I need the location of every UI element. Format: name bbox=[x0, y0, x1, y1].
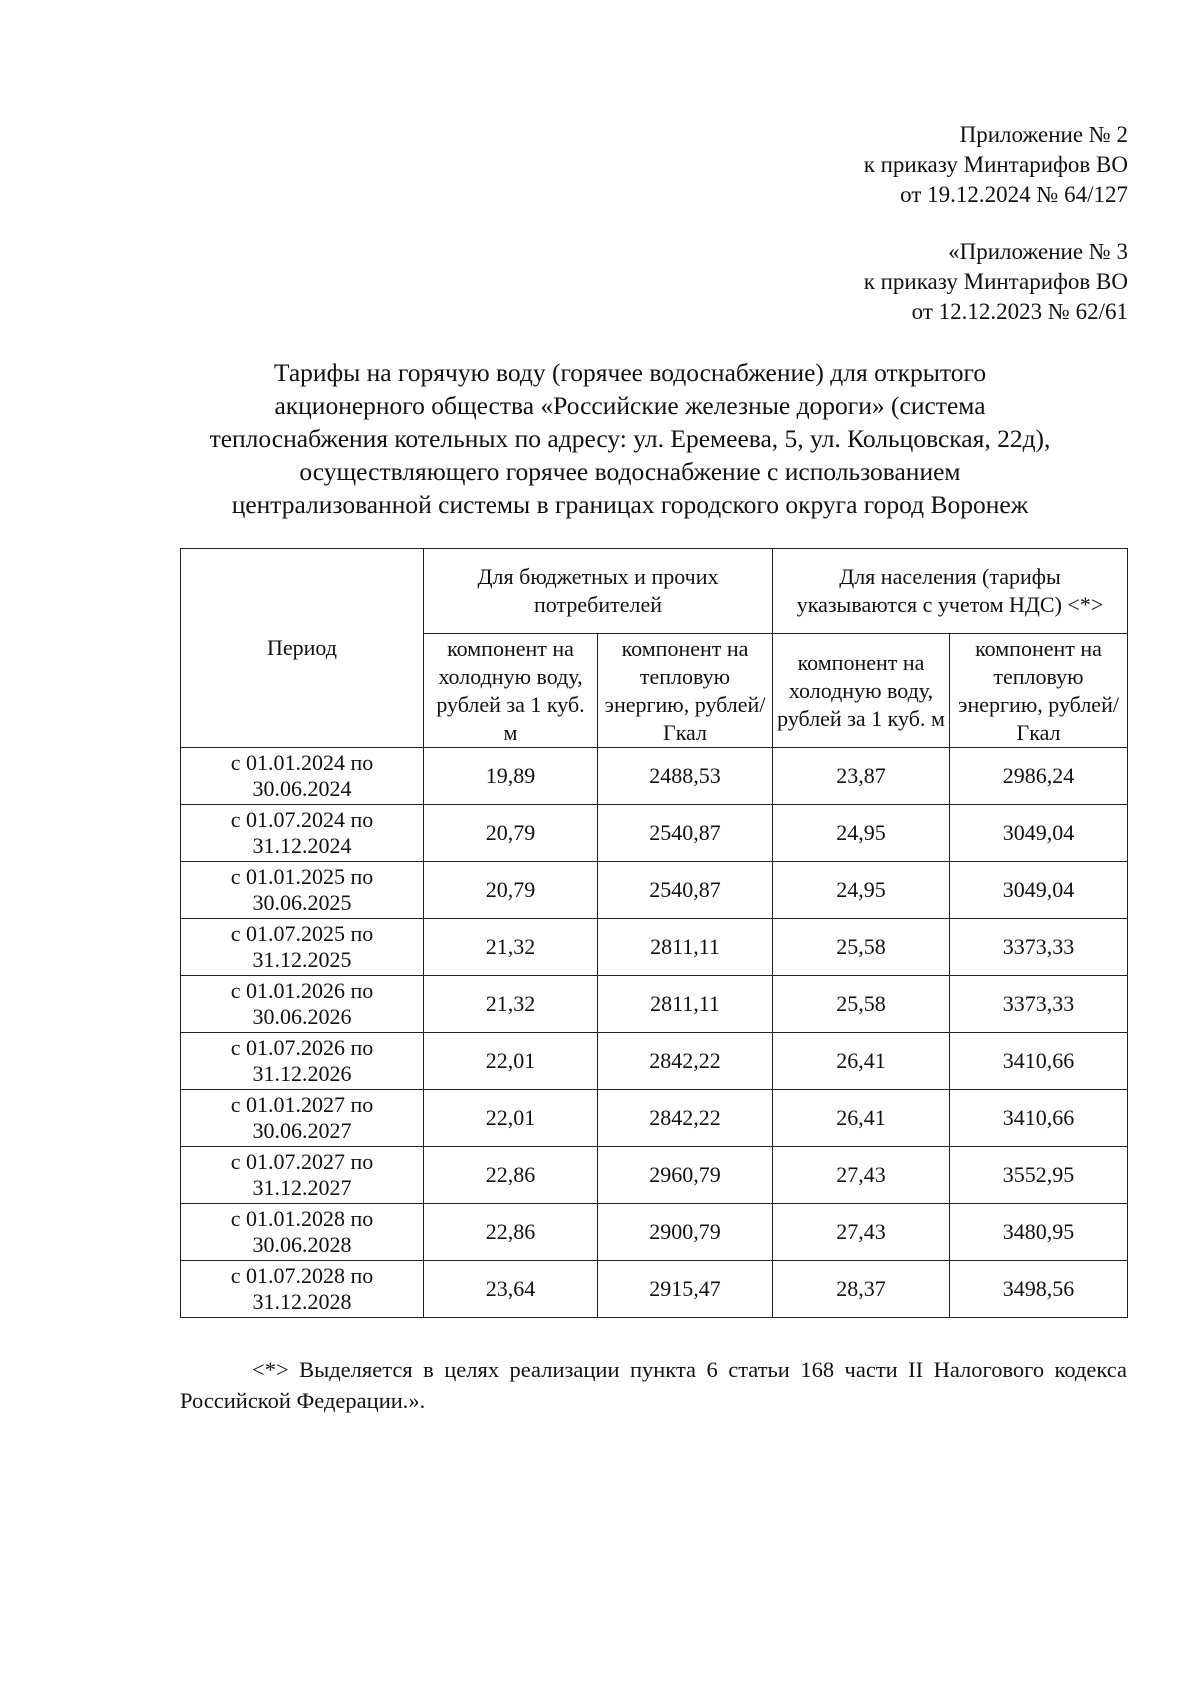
budget-cold-water-cell: 21,32 bbox=[424, 919, 598, 976]
period-start: с 01.07.2025 по bbox=[230, 921, 374, 946]
budget-heat-energy-cell: 2488,53 bbox=[598, 748, 773, 805]
population-cold-water-cell: 24,95 bbox=[773, 805, 950, 862]
period-cell bbox=[181, 1204, 424, 1261]
period-end: 30.06.2025 bbox=[252, 890, 352, 915]
appendix-2-header bbox=[864, 120, 1128, 210]
period-start: с 01.01.2024 по bbox=[230, 750, 374, 775]
population-cold-water-header: компонент на холодную воду, рублей за 1 куб. м bbox=[773, 634, 950, 748]
appendix-3-order-date: от 12.12.2023 № 62/61 bbox=[911, 299, 1128, 324]
population-header: Для населения (тарифы указываются с учетом НДС) <*> bbox=[773, 549, 1128, 634]
table-row bbox=[181, 748, 1128, 805]
table-header-row bbox=[181, 549, 1128, 634]
budget-heat-energy-cell: 2915,47 bbox=[598, 1261, 773, 1318]
table-row bbox=[181, 976, 1128, 1033]
period-start: с 01.01.2025 по bbox=[230, 864, 374, 889]
period-end: 30.06.2026 bbox=[252, 1004, 352, 1029]
table-row bbox=[181, 1033, 1128, 1090]
period-column-header: Период bbox=[181, 549, 424, 748]
budget-heat-energy-cell: 2842,22 bbox=[598, 1033, 773, 1090]
period-end: 31.12.2025 bbox=[252, 947, 352, 972]
population-heat-energy-cell: 3049,04 bbox=[950, 862, 1128, 919]
budget-cold-water-cell: 22,01 bbox=[424, 1033, 598, 1090]
budget-cold-water-header: компонент на холодную воду, рублей за 1 куб. м bbox=[424, 634, 598, 748]
population-cold-water-cell: 26,41 bbox=[773, 1090, 950, 1147]
budget-heat-energy-cell: 2540,87 bbox=[598, 805, 773, 862]
period-cell bbox=[181, 919, 424, 976]
table-row bbox=[181, 1204, 1128, 1261]
appendix-3-order-ref: к приказу Минтарифов ВО bbox=[863, 269, 1128, 294]
vat-footnote: <*> Выделяется в целях реализации пункта 6 статьи 168 части II Налогового кодекса Российской Федерации.». bbox=[180, 1357, 1127, 1413]
population-heat-energy-cell: 3498,56 bbox=[950, 1261, 1128, 1318]
period-cell bbox=[181, 805, 424, 862]
budget-cold-water-cell: 21,32 bbox=[424, 976, 598, 1033]
period-end: 31.12.2026 bbox=[252, 1061, 352, 1086]
population-heat-energy-header: компонент на тепловую энергию, рублей/Гкал bbox=[950, 634, 1128, 748]
population-cold-water-cell: 27,43 bbox=[773, 1204, 950, 1261]
population-cold-water-cell: 25,58 bbox=[773, 976, 950, 1033]
period-cell bbox=[181, 976, 424, 1033]
table-row bbox=[181, 919, 1128, 976]
period-start: с 01.07.2024 по bbox=[230, 807, 374, 832]
population-heat-energy-cell: 2986,24 bbox=[950, 748, 1128, 805]
table-row bbox=[181, 1090, 1128, 1147]
budget-heat-energy-cell: 2842,22 bbox=[598, 1090, 773, 1147]
population-heat-energy-cell: 3410,66 bbox=[950, 1033, 1128, 1090]
period-end: 30.06.2024 bbox=[252, 776, 352, 801]
period-cell bbox=[181, 748, 424, 805]
population-cold-water-cell: 23,87 bbox=[773, 748, 950, 805]
period-cell bbox=[181, 1261, 424, 1318]
population-heat-energy-cell: 3410,66 bbox=[950, 1090, 1128, 1147]
budget-heat-energy-cell: 2811,11 bbox=[598, 976, 773, 1033]
table-row bbox=[181, 805, 1128, 862]
appendix-3-header bbox=[864, 237, 1128, 327]
budget-heat-energy-cell: 2900,79 bbox=[598, 1204, 773, 1261]
title-line: акционерного общества «Российские железные дороги» (система bbox=[274, 391, 986, 420]
period-end: 30.06.2028 bbox=[252, 1232, 352, 1257]
budget-cold-water-cell: 20,79 bbox=[424, 805, 598, 862]
budget-heat-energy-cell: 2811,11 bbox=[598, 919, 773, 976]
period-cell bbox=[181, 862, 424, 919]
population-heat-energy-cell: 3552,95 bbox=[950, 1147, 1128, 1204]
budget-cold-water-cell: 23,64 bbox=[424, 1261, 598, 1318]
period-cell bbox=[181, 1147, 424, 1204]
appendix-2-number: Приложение № 2 bbox=[959, 122, 1128, 147]
population-cold-water-cell: 27,43 bbox=[773, 1147, 950, 1204]
title-line: осуществляющего горячее водоснабжение с использованием bbox=[299, 457, 961, 486]
document-title bbox=[150, 356, 1110, 521]
title-line: теплоснабжения котельных по адресу: ул. Еремеева, 5, ул. Кольцовская, 22д), bbox=[209, 424, 1051, 453]
period-start: с 01.01.2027 по bbox=[230, 1092, 374, 1117]
population-heat-energy-cell: 3049,04 bbox=[950, 805, 1128, 862]
population-cold-water-cell: 25,58 bbox=[773, 919, 950, 976]
budget-cold-water-cell: 22,86 bbox=[424, 1204, 598, 1261]
period-end: 31.12.2024 bbox=[252, 833, 352, 858]
period-end: 30.06.2027 bbox=[252, 1118, 352, 1143]
population-cold-water-cell: 24,95 bbox=[773, 862, 950, 919]
table-row bbox=[181, 1261, 1128, 1318]
appendix-2-order-date: от 19.12.2024 № 64/127 bbox=[900, 182, 1128, 207]
title-line: централизованной системы в границах городского округа город Воронеж bbox=[231, 490, 1029, 519]
period-end: 31.12.2027 bbox=[252, 1175, 352, 1200]
budget-cold-water-cell: 19,89 bbox=[424, 748, 598, 805]
population-heat-energy-cell: 3373,33 bbox=[950, 976, 1128, 1033]
budget-heat-energy-cell: 2960,79 bbox=[598, 1147, 773, 1204]
table-row bbox=[181, 1147, 1128, 1204]
budget-cold-water-cell: 22,01 bbox=[424, 1090, 598, 1147]
period-end: 31.12.2028 bbox=[252, 1289, 352, 1314]
table-row bbox=[181, 862, 1128, 919]
period-start: с 01.07.2026 по bbox=[230, 1035, 374, 1060]
period-start: с 01.01.2028 по bbox=[230, 1206, 374, 1231]
population-heat-energy-cell: 3373,33 bbox=[950, 919, 1128, 976]
population-cold-water-cell: 26,41 bbox=[773, 1033, 950, 1090]
period-start: с 01.01.2026 по bbox=[230, 978, 374, 1003]
title-line: Тарифы на горячую воду (горячее водоснабжение) для открытого bbox=[273, 358, 987, 387]
period-cell bbox=[181, 1090, 424, 1147]
period-cell bbox=[181, 1033, 424, 1090]
budget-cold-water-cell: 20,79 bbox=[424, 862, 598, 919]
tariff-table bbox=[180, 548, 1128, 1318]
budget-consumers-header: Для бюджетных и прочих потребителей bbox=[424, 549, 773, 634]
budget-heat-energy-cell: 2540,87 bbox=[598, 862, 773, 919]
population-heat-energy-cell: 3480,95 bbox=[950, 1204, 1128, 1261]
population-cold-water-cell: 28,37 bbox=[773, 1261, 950, 1318]
appendix-2-order-ref: к приказу Минтарифов ВО bbox=[863, 152, 1128, 177]
budget-cold-water-cell: 22,86 bbox=[424, 1147, 598, 1204]
period-start: с 01.07.2028 по bbox=[230, 1263, 374, 1288]
period-start: с 01.07.2027 по bbox=[230, 1149, 374, 1174]
budget-heat-energy-header: компонент на тепловую энергию, рублей/Гкал bbox=[598, 634, 773, 748]
appendix-3-number: «Приложение № 3 bbox=[948, 239, 1128, 264]
